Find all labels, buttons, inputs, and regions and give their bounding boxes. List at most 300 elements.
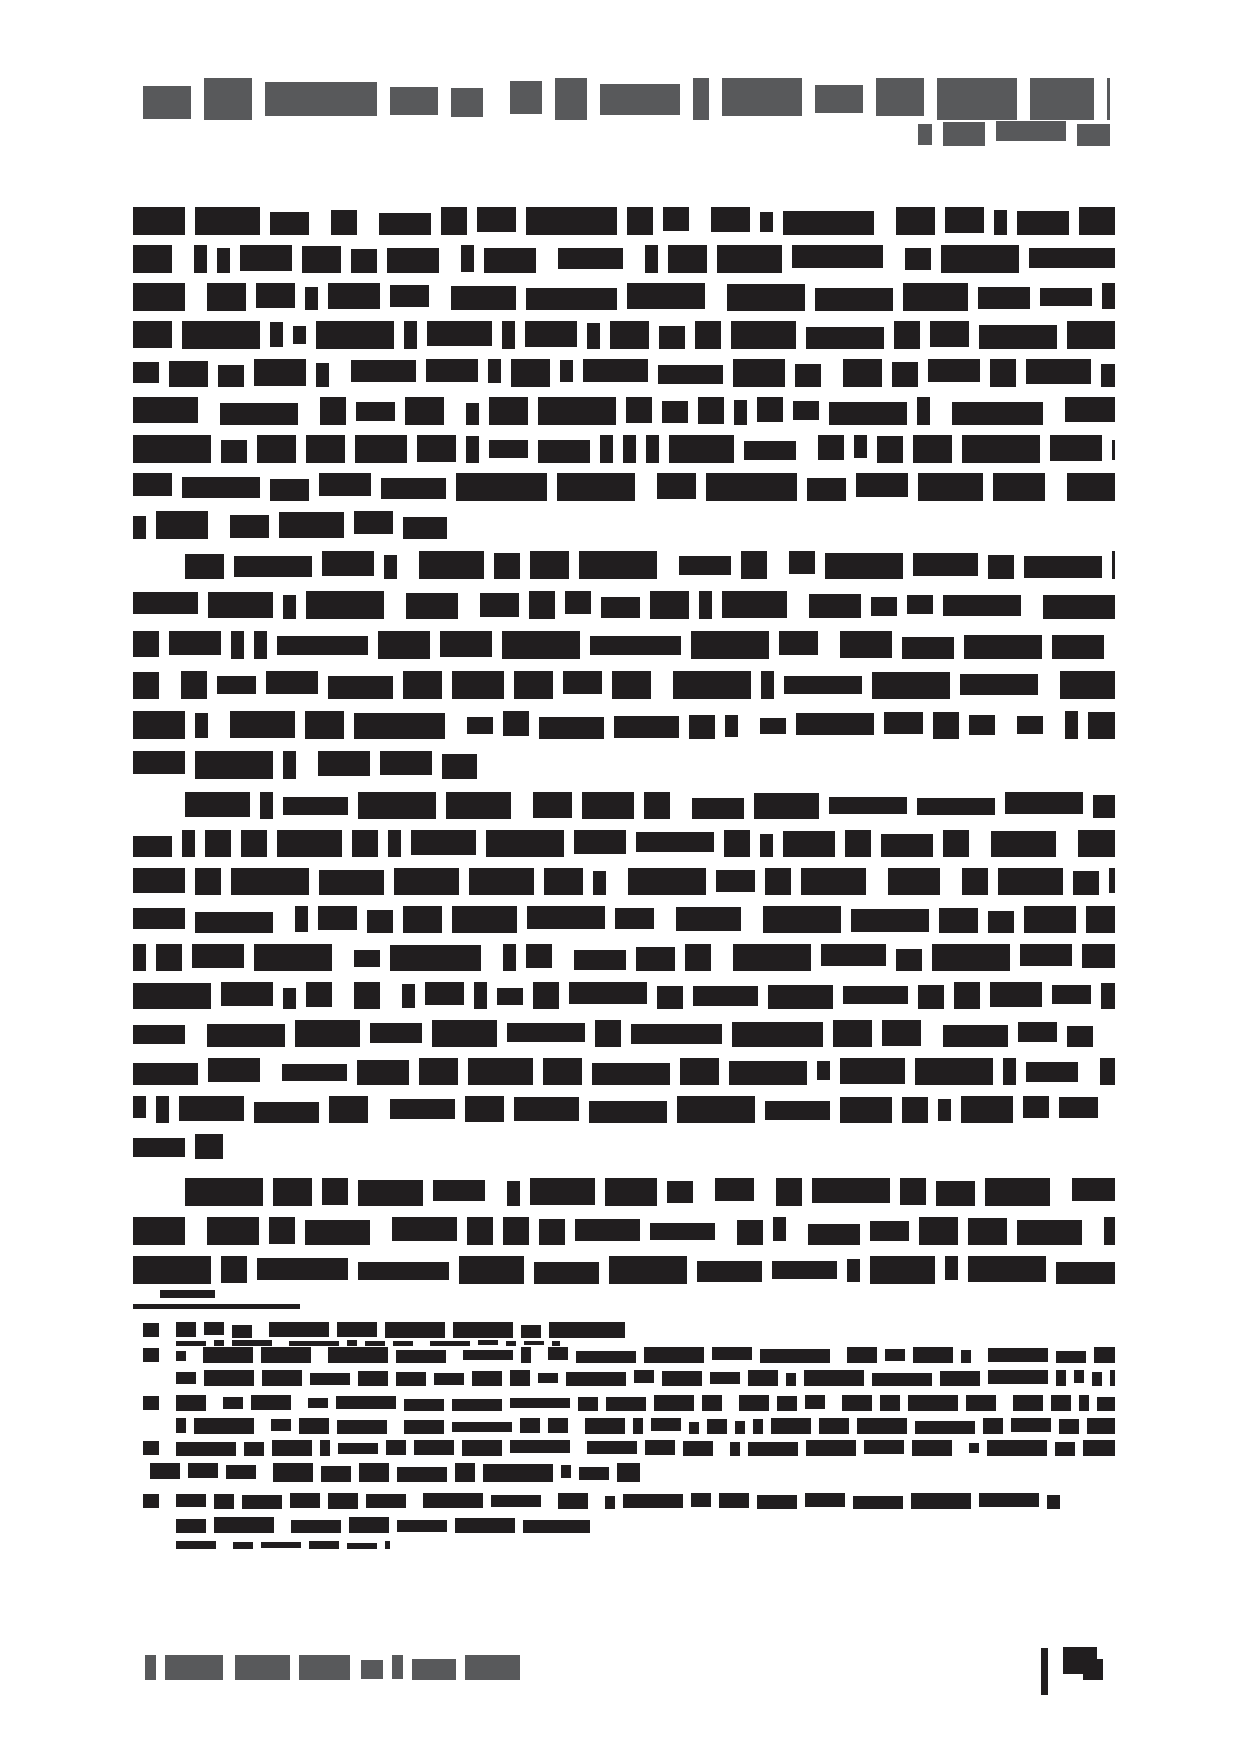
- redacted-text-block: [962, 868, 988, 895]
- redacted-text-block: [221, 440, 247, 463]
- redacted-text-block: [903, 283, 968, 311]
- redacted-text-block: [366, 1494, 406, 1508]
- redacted-text-block: [270, 212, 309, 235]
- redacted-text-block: [486, 830, 564, 857]
- redacted-text-block: [240, 245, 292, 271]
- redacted-paragraph-1-line-4: [133, 321, 1115, 349]
- redacted-paragraph-1-line-6: [133, 397, 1115, 425]
- redacted-text-block: [419, 1058, 458, 1085]
- redacted-text-block: [727, 284, 805, 311]
- redacted-paragraph-1-line-7: [133, 435, 1115, 463]
- redacted-text-block: [425, 982, 464, 1005]
- redacted-paragraph-3-line-9: [133, 1096, 1115, 1123]
- redacted-text-block: [1050, 435, 1102, 461]
- redacted-text-block: [1005, 792, 1083, 814]
- redacted-text-block: [230, 711, 295, 738]
- redacted-text-block: [320, 1440, 330, 1456]
- redacted-text-block: [254, 944, 332, 971]
- redacted-text-block: [1094, 1347, 1115, 1363]
- redacted-text-block: [440, 631, 492, 657]
- redacted-text-block: [305, 711, 344, 739]
- redacted-text-block: [503, 1217, 529, 1245]
- redacted-text-block: [242, 1495, 282, 1509]
- redacted-text-block: [452, 1422, 512, 1432]
- redacted-text-block: [592, 1063, 670, 1085]
- redacted-text-block: [538, 1373, 558, 1383]
- redacted-text-block: [419, 551, 484, 579]
- redacted-text-block: [217, 248, 230, 273]
- redacted-text-block: [645, 245, 658, 273]
- redacted-text-block: [453, 1322, 513, 1338]
- redacted-text-block: [257, 1258, 348, 1280]
- redacted-text-block: [533, 982, 559, 1009]
- redacted-text-block: [322, 551, 374, 576]
- redacted-text-block: [627, 207, 653, 235]
- redacted-text-block: [818, 435, 844, 460]
- redacted-text-block: [214, 1340, 224, 1346]
- redacted-text-block: [1023, 1096, 1049, 1118]
- redacted-text-block: [857, 1418, 907, 1434]
- redacted-text-block: [689, 1422, 699, 1434]
- redacted-text-block: [328, 283, 380, 309]
- redacted-text-block: [729, 1061, 807, 1085]
- redacted-text-block: [208, 1058, 260, 1082]
- redacted-text-block: [385, 1322, 445, 1338]
- redacted-text-block: [760, 834, 773, 857]
- redacted-text-block: [1067, 321, 1115, 349]
- redacted-text-block: [711, 207, 750, 232]
- redacted-text-block: [270, 322, 283, 347]
- redacted-text-block: [876, 78, 924, 116]
- redacted-text-block: [1011, 1418, 1051, 1432]
- redacted-text-block: [645, 1440, 675, 1455]
- redacted-text-block: [337, 1322, 377, 1337]
- redacted-text-block: [465, 1096, 504, 1122]
- redacted-text-block: [964, 635, 1042, 659]
- footnote-marker-2: [143, 1348, 159, 1362]
- redacted-text-block: [354, 982, 380, 1009]
- footer-divider-bar: [1041, 1648, 1048, 1695]
- redacted-text-block: [357, 1060, 409, 1085]
- redacted-text-block: [877, 436, 903, 463]
- redacted-text-block: [654, 1395, 694, 1411]
- redacted-text-block: [192, 944, 244, 968]
- footer-journal-word-3: [361, 1655, 520, 1680]
- redacted-text-block: [359, 1463, 389, 1482]
- redacted-text-block: [1083, 1440, 1115, 1456]
- redacted-text-block: [388, 830, 401, 857]
- redacted-text-block: [872, 672, 950, 699]
- redacted-text-block: [663, 207, 689, 231]
- redacted-text-block: [1055, 1442, 1075, 1456]
- redacted-text-block: [426, 359, 478, 382]
- redacted-text-block: [133, 983, 211, 1009]
- redacted-text-block: [1029, 248, 1115, 268]
- redacted-text-block: [806, 327, 884, 349]
- redacted-text-block: [673, 671, 751, 699]
- redacted-text-block: [815, 288, 893, 311]
- redacted-text-block: [404, 321, 417, 349]
- redacted-text-block: [748, 1442, 798, 1456]
- redacted-text-block: [392, 1217, 457, 1241]
- redacted-text-block: [1112, 440, 1115, 460]
- redacted-text-block: [979, 1493, 1039, 1507]
- redacted-text-block: [195, 207, 260, 235]
- footnote-marker-3: [143, 1396, 159, 1410]
- redacted-text-block: [969, 1443, 979, 1453]
- redacted-text-block: [693, 986, 758, 1006]
- redacted-text-block: [900, 1178, 926, 1205]
- redacted-text-block: [218, 365, 244, 387]
- redacted-text-block: [133, 516, 146, 539]
- redacted-text-block: [195, 868, 221, 895]
- redacted-text-block: [310, 1373, 350, 1385]
- redacted-text-block: [283, 988, 296, 1009]
- redacted-text-block: [203, 1347, 253, 1363]
- redacted-text-block: [806, 1440, 856, 1456]
- redacted-text-block: [462, 1440, 502, 1456]
- footnote-marker-1: [143, 1323, 159, 1337]
- redacted-text-block: [773, 1217, 786, 1241]
- redacted-paragraph-3-line-8: [133, 1058, 1115, 1085]
- redacted-text-block: [232, 1325, 252, 1338]
- redacted-text-block: [692, 798, 744, 819]
- redacted-text-block: [960, 674, 1038, 695]
- redacted-text-block: [1086, 906, 1115, 933]
- redacted-text-block: [730, 1442, 740, 1456]
- redacted-text-block: [316, 363, 329, 387]
- redacted-text-block: [204, 1370, 254, 1386]
- redacted-text-block: [871, 597, 897, 616]
- redacted-text-block: [605, 1178, 657, 1206]
- redacted-text-block: [627, 283, 705, 309]
- redacted-text-block: [991, 831, 1056, 857]
- redacted-text-block: [306, 591, 384, 619]
- redacted-text-block: [609, 1256, 687, 1284]
- redacted-text-block: [917, 798, 995, 815]
- redacted-text-block: [990, 982, 1042, 1007]
- redacted-text-block: [651, 1418, 681, 1431]
- redacted-text-block: [483, 1464, 553, 1482]
- redacted-text-block: [204, 78, 252, 120]
- redacted-text-block: [351, 360, 416, 382]
- redacted-text-block: [478, 1340, 498, 1345]
- footer-journal-word-1: [145, 1655, 223, 1680]
- redacted-text-block: [549, 1322, 625, 1338]
- redacted-text-block: [943, 595, 1021, 616]
- redacted-text-block: [1013, 1395, 1043, 1411]
- redacted-text-block: [176, 1494, 206, 1507]
- footnote-separator-rule: [133, 1304, 300, 1309]
- redacted-text-block: [261, 1542, 301, 1548]
- redacted-text-block: [356, 402, 395, 421]
- redacted-text-block: [231, 868, 309, 895]
- redacted-text-block: [888, 868, 940, 895]
- redacted-text-block: [829, 402, 907, 425]
- redacted-text-block: [761, 671, 774, 699]
- redacted-text-block: [1079, 207, 1115, 235]
- redacted-text-block: [234, 556, 312, 577]
- redacted-text-block: [583, 359, 648, 382]
- redacted-text-block: [707, 1419, 727, 1434]
- redacted-text-block: [1092, 1372, 1102, 1386]
- redacted-text-block: [207, 1024, 285, 1047]
- redacted-text-block: [915, 1058, 993, 1085]
- redacted-text-block: [526, 207, 617, 235]
- redacted-footnote-4-line-1: [176, 1440, 1115, 1456]
- redacted-text-block: [840, 1097, 892, 1123]
- redacted-text-block: [355, 435, 407, 463]
- redacted-text-block: [1056, 1370, 1066, 1386]
- redacted-text-block: [262, 1370, 302, 1386]
- redacted-text-block: [741, 551, 767, 579]
- redacted-text-block: [605, 1496, 615, 1509]
- redacted-text-block: [208, 592, 273, 618]
- redacted-text-block: [561, 1465, 571, 1478]
- redacted-text-block: [489, 440, 528, 458]
- redacted-text-block: [1059, 1097, 1098, 1118]
- redacted-paragraph-1-line-1: [133, 207, 1115, 235]
- redacted-text-block: [563, 671, 602, 694]
- redacted-text-block: [289, 1341, 339, 1346]
- redacted-text-block: [1087, 1418, 1115, 1434]
- redacted-text-block: [352, 830, 378, 857]
- redacted-text-block: [182, 321, 260, 349]
- redacted-text-block: [273, 1178, 312, 1206]
- redacted-text-block: [254, 1102, 319, 1123]
- redacted-text-block: [533, 792, 572, 818]
- redacted-text-block: [1067, 1026, 1093, 1047]
- redacted-text-block: [480, 593, 519, 617]
- redacted-text-block: [882, 1020, 921, 1046]
- redacted-text-block: [1024, 906, 1076, 933]
- redacted-text-block: [587, 323, 600, 349]
- redacted-text-block: [777, 1396, 797, 1411]
- redacted-text-block: [659, 326, 685, 349]
- redacted-paragraph-1-line-2: [133, 245, 1115, 273]
- redacted-text-block: [1059, 1419, 1079, 1434]
- redacted-paragraph-3-line-5: [133, 944, 1115, 971]
- redacted-paragraph-4-line-3: [133, 1256, 1115, 1284]
- redacted-text-block: [305, 1220, 370, 1245]
- redacted-text-block: [1097, 1397, 1115, 1411]
- redacted-text-block: [825, 553, 903, 579]
- redacted-text-block: [503, 711, 529, 736]
- redacted-text-block: [993, 473, 1045, 501]
- redacted-text-block: [724, 830, 750, 857]
- redacted-paragraph-3-line-4: [133, 906, 1115, 933]
- redacted-paragraph-4-line-4: [160, 1288, 215, 1298]
- redacted-text-block: [207, 1217, 259, 1245]
- redacted-text-block: [380, 751, 432, 775]
- redacted-text-block: [337, 1420, 387, 1434]
- redacted-text-block: [384, 555, 397, 579]
- redacted-text-block: [521, 1347, 531, 1363]
- redacted-text-block: [1040, 288, 1092, 306]
- redacted-text-block: [1088, 712, 1115, 739]
- redacted-text-block: [283, 797, 348, 815]
- redacted-text-block: [569, 982, 647, 1004]
- redacted-text-block: [272, 1440, 312, 1456]
- redacted-text-block: [295, 906, 308, 932]
- redacted-text-block: [796, 713, 874, 735]
- redacted-text-block: [667, 1181, 693, 1203]
- redacted-text-block: [520, 1418, 540, 1433]
- redacted-text-block: [133, 711, 185, 739]
- redacted-title-line-2: [918, 121, 1110, 146]
- redacted-text-block: [842, 1395, 872, 1411]
- redacted-text-block: [719, 1493, 749, 1508]
- redacted-text-block: [590, 636, 681, 655]
- redacted-text-block: [316, 321, 394, 349]
- redacted-text-block: [214, 1494, 234, 1509]
- redacted-text-block: [204, 1322, 224, 1335]
- redacted-text-block: [469, 868, 534, 895]
- redacted-text-block: [801, 868, 866, 895]
- redacted-text-block: [940, 1371, 980, 1386]
- redacted-text-block: [381, 478, 446, 499]
- redacted-text-block: [1024, 556, 1102, 578]
- redacted-text-block: [582, 792, 634, 819]
- redacted-text-block: [185, 554, 224, 579]
- redacted-text-block: [996, 121, 1066, 141]
- redacted-text-block: [270, 479, 309, 501]
- redacted-text-block: [430, 1341, 470, 1346]
- redacted-text-block: [650, 1223, 715, 1240]
- redacted-text-block: [133, 283, 185, 311]
- footnote-marker-4: [143, 1441, 159, 1455]
- redacted-text-block: [133, 836, 172, 857]
- redacted-text-block: [821, 944, 886, 966]
- redacted-text-block: [176, 1351, 186, 1361]
- redacted-text-block: [1073, 871, 1099, 895]
- redacted-text-block: [795, 364, 821, 387]
- redacted-title-line-1: [143, 78, 1110, 120]
- redacted-text-block: [843, 359, 882, 387]
- redacted-text-block: [232, 1340, 272, 1346]
- redacted-text-block: [885, 1349, 905, 1361]
- redacted-text-block: [539, 717, 604, 739]
- redacted-paragraph-3-line-1: [185, 792, 1115, 819]
- redacted-text-block: [133, 908, 185, 929]
- redacted-text-block: [185, 1178, 263, 1206]
- redacted-text-block: [683, 1441, 713, 1456]
- redacted-text-block: [283, 595, 296, 619]
- redacted-text-block: [133, 1217, 185, 1245]
- redacted-text-block: [884, 712, 923, 734]
- redacted-text-block: [347, 1543, 377, 1549]
- redacted-text-block: [466, 436, 479, 463]
- redacted-text-block: [459, 1256, 524, 1284]
- redacted-text-block: [309, 1541, 339, 1549]
- redacted-text-block: [507, 1181, 520, 1206]
- redacted-text-block: [631, 1024, 722, 1044]
- redacted-text-block: [231, 631, 244, 659]
- redacted-text-block: [403, 517, 447, 539]
- redacted-text-block: [1026, 1062, 1078, 1082]
- redacted-text-block: [933, 712, 959, 739]
- redacted-text-block: [856, 473, 908, 497]
- redacted-text-block: [269, 1322, 329, 1337]
- redacted-text-block: [1056, 1262, 1115, 1284]
- redacted-text-block: [1079, 1395, 1089, 1411]
- redacted-text-block: [1102, 283, 1115, 309]
- redacted-text-block: [390, 1099, 455, 1119]
- redacted-text-block: [396, 1372, 426, 1386]
- redacted-text-block: [697, 1261, 762, 1282]
- redacted-text-block: [706, 473, 797, 501]
- redacted-text-block: [739, 1395, 769, 1411]
- redacted-text-block: [994, 210, 1007, 235]
- redacted-text-block: [331, 210, 357, 235]
- redacted-footnote-3-line-1: [176, 1395, 1115, 1411]
- redacted-text-block: [390, 945, 481, 971]
- redacted-text-block: [156, 944, 182, 971]
- redacted-text-block: [815, 85, 863, 113]
- redacted-text-block: [484, 248, 536, 273]
- redacted-text-block: [1067, 473, 1115, 501]
- redacted-text-block: [552, 1341, 560, 1346]
- redacted-text-block: [576, 1351, 636, 1363]
- redacted-text-block: [968, 1256, 1046, 1282]
- redacted-text-block: [579, 1467, 609, 1480]
- redacted-text-block: [176, 1519, 206, 1533]
- redacted-text-block: [308, 1398, 328, 1408]
- redacted-text-block: [182, 830, 195, 857]
- redacted-text-block: [455, 1518, 515, 1533]
- redacted-text-block: [793, 401, 819, 420]
- redacted-text-block: [1101, 364, 1115, 387]
- redacted-text-block: [589, 1101, 667, 1123]
- redacted-text-block: [354, 950, 380, 967]
- redacted-text-block: [702, 1395, 722, 1411]
- redacted-text-block: [1072, 1178, 1115, 1201]
- redacted-text-block: [143, 86, 191, 119]
- redacted-text-block: [1047, 1495, 1060, 1509]
- redacted-text-block: [411, 830, 476, 855]
- redacted-text-block: [1017, 211, 1069, 235]
- redacted-text-block: [521, 1325, 541, 1338]
- redacted-text-block: [295, 1020, 360, 1047]
- redacted-text-block: [760, 212, 773, 232]
- redacted-text-block: [789, 551, 815, 574]
- redacted-text-block: [987, 1440, 1047, 1456]
- redacted-text-block: [585, 1418, 625, 1434]
- redacted-text-block: [676, 907, 741, 931]
- redacted-text-block: [494, 553, 520, 579]
- redacted-text-block: [446, 792, 511, 819]
- redacted-text-block: [578, 1397, 598, 1411]
- redacted-text-block: [277, 830, 342, 857]
- redacted-text-block: [405, 397, 444, 425]
- redacted-text-block: [506, 1341, 516, 1346]
- redacted-text-block: [913, 435, 952, 463]
- redacted-text-block: [351, 249, 377, 273]
- redacted-text-block: [455, 1463, 475, 1482]
- redacted-text-block: [784, 676, 862, 694]
- redacted-paragraph-3-line-3: [133, 868, 1115, 895]
- redacted-text-block: [1026, 359, 1091, 384]
- redacted-text-block: [717, 245, 782, 273]
- redacted-text-block: [510, 1440, 570, 1453]
- redacted-text-block: [650, 591, 689, 619]
- redacted-text-block: [133, 207, 185, 235]
- redacted-text-block: [514, 671, 553, 699]
- redacted-text-block: [205, 830, 231, 857]
- redacted-text-block: [768, 985, 833, 1009]
- redacted-text-block: [328, 676, 393, 699]
- redacted-text-block: [451, 286, 516, 310]
